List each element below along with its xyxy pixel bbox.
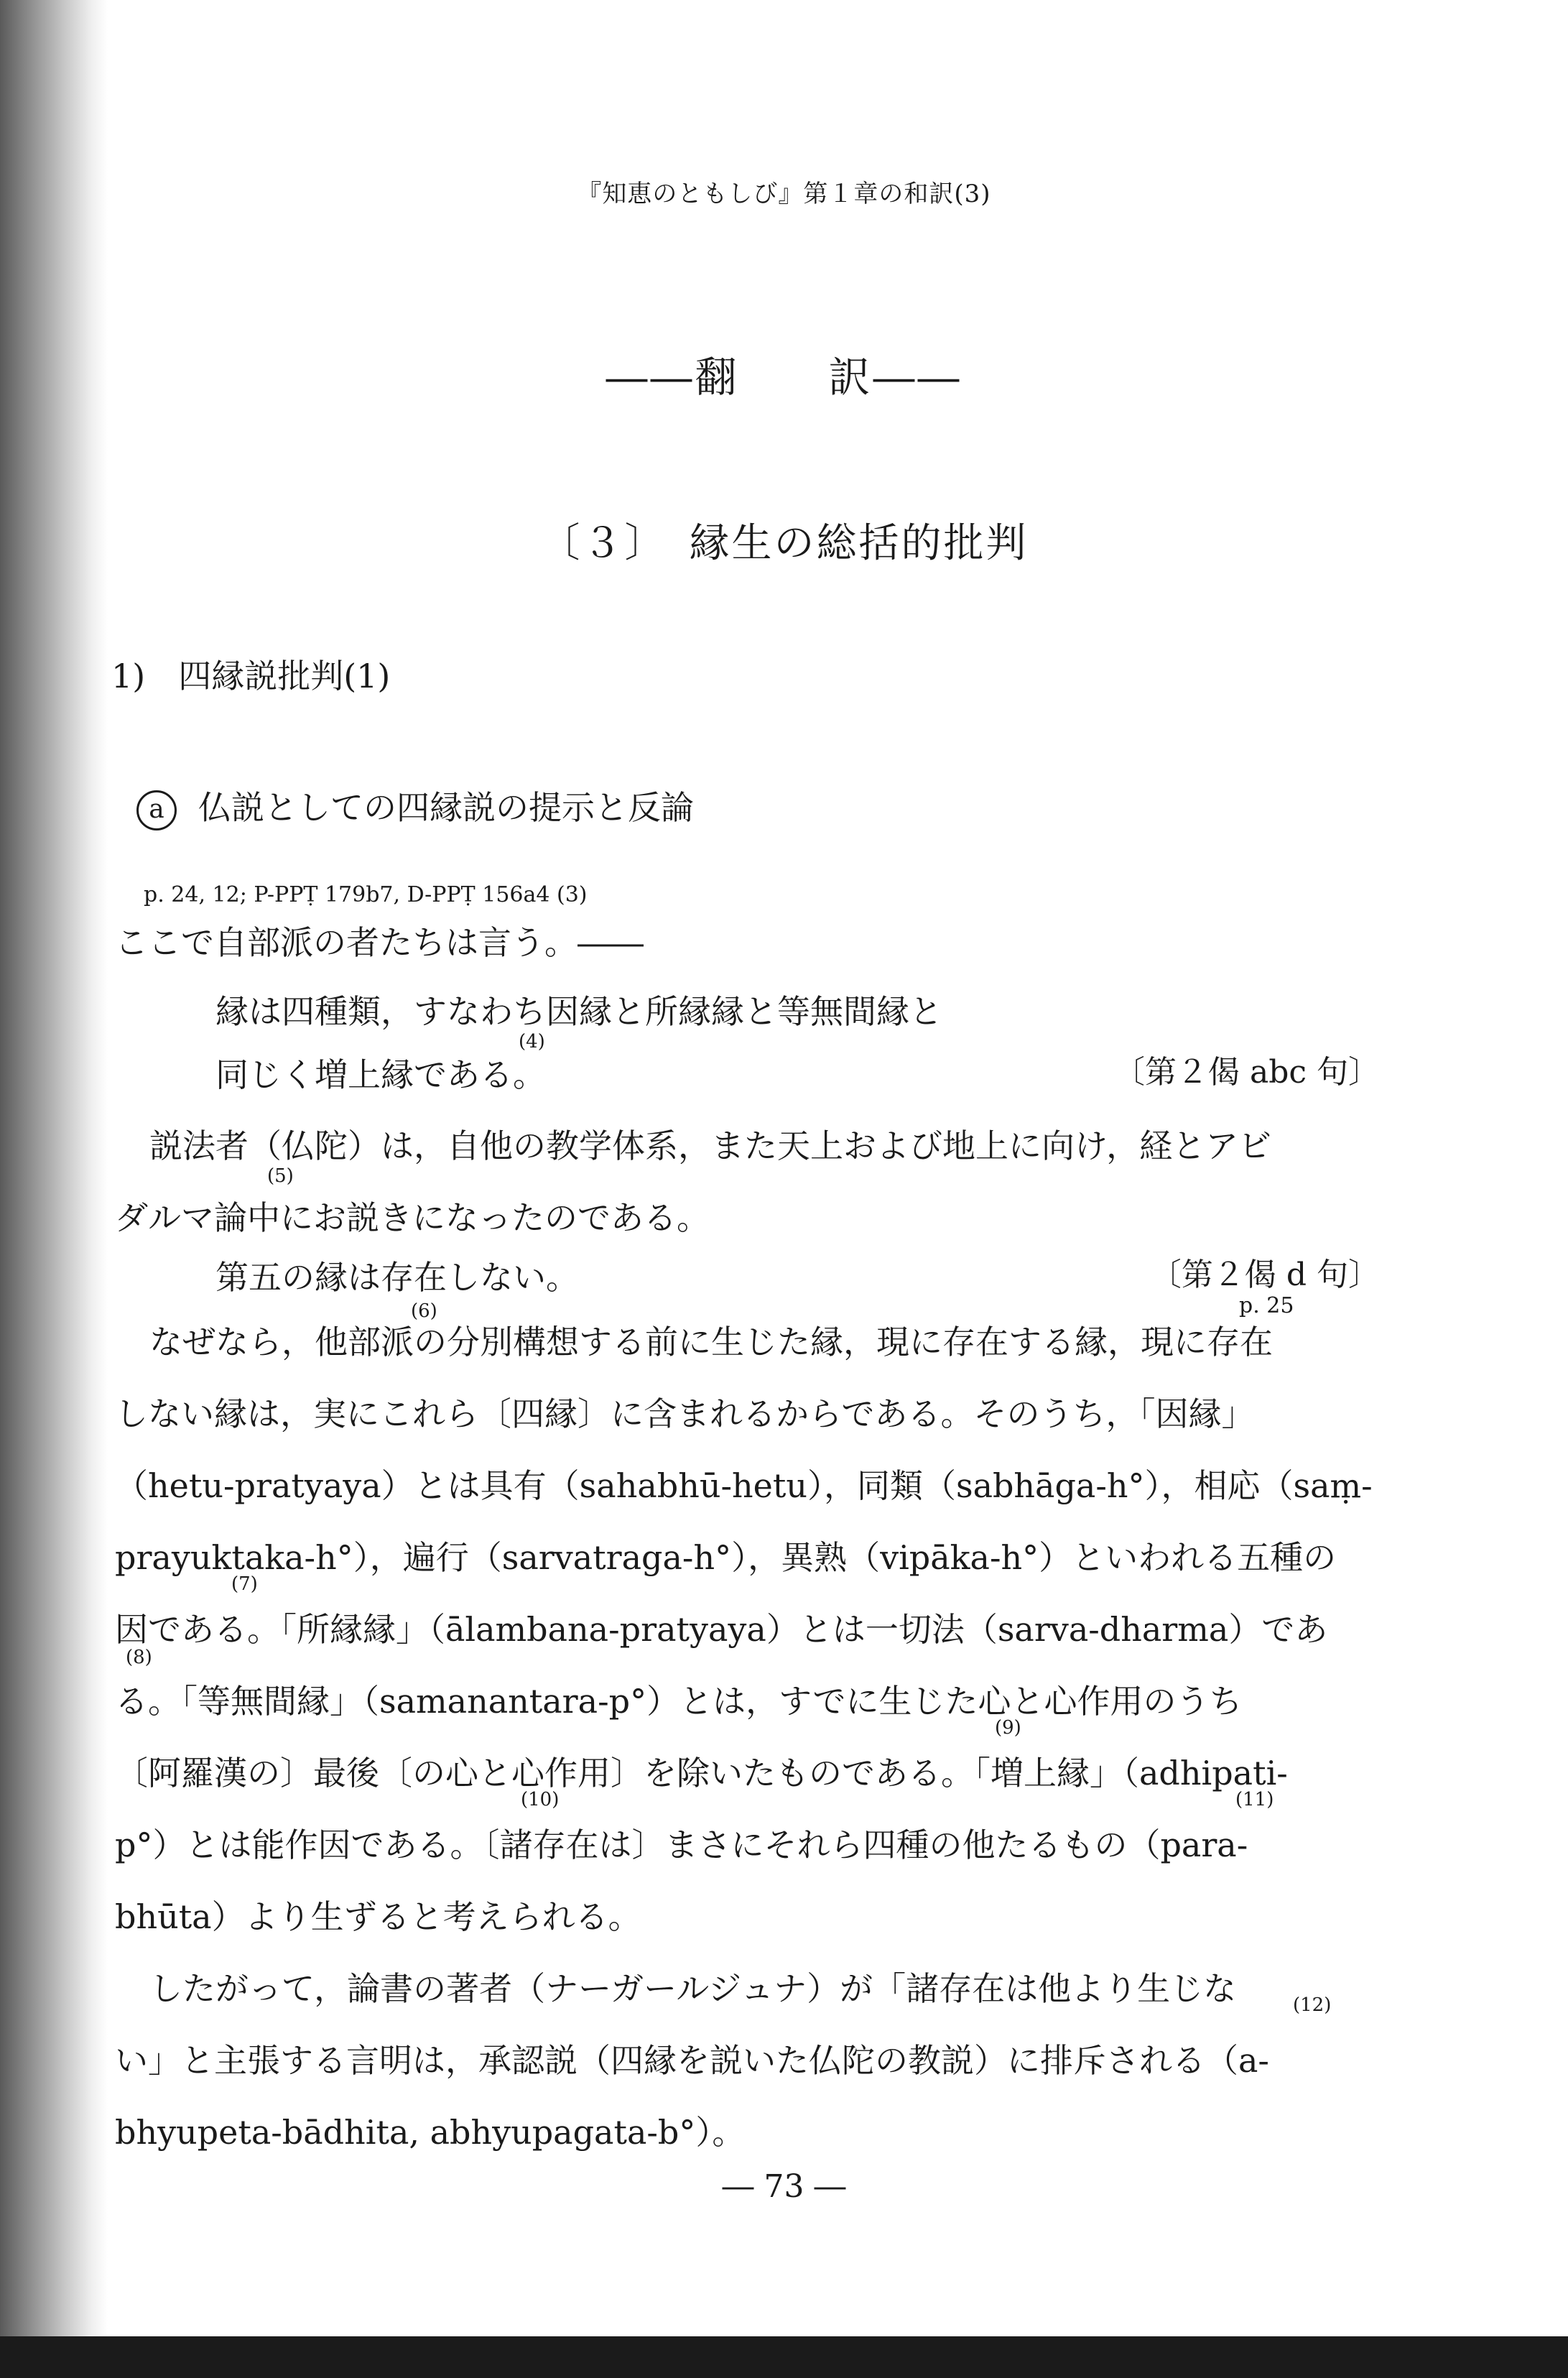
paragraph-2-line: （hetu-pratyaya）とは具有（sahabhū-hetu），同類（sabhāga-h°），相応（saṃ- [115, 1466, 1373, 1505]
note-marker-10: (10) [521, 1789, 560, 1810]
paragraph-2 [115, 1306, 1393, 1953]
subsection-heading: 1) 四縁説批判(1) [111, 657, 391, 695]
note-marker-7: (7) [231, 1573, 258, 1595]
note-marker-9: (9) [995, 1717, 1021, 1739]
verse-1-line-2: 同じく増上縁である。 [215, 1055, 546, 1094]
paragraph-2-line: p°）とは能作因である。〔諸存在は〕まさにそれら四種の他たるもの（para- [115, 1826, 1248, 1864]
note-marker-8: (8) [126, 1647, 152, 1668]
note-marker-5: (5) [267, 1165, 294, 1187]
sub-subsection-heading [136, 782, 694, 831]
paragraph-3-line: bhyupeta-bādhita, abhyupagata-b°）。 [115, 2113, 746, 2152]
paragraph-1-line: 説法者（仏陀）は，自他の教学体系，また天上および地上に向け，経とアビ [149, 1126, 1272, 1165]
paragraph-2-line: 因である。「所縁縁」（ālambana-pratyaya）とは一切法（sarva-dharma）であ [115, 1610, 1328, 1649]
paragraph-2-line: bhūta）より生ずると考えられる。 [115, 1897, 641, 1936]
paragraph-2-line: なぜなら，他部派の分別構想する前に生じた縁，現に存在する縁，現に存在 [149, 1323, 1273, 1361]
paragraph-1-line: ダルマ論中にお説きになったのである。 [115, 1198, 710, 1237]
paragraph-2-line: しない縁は，実にこれら〔四縁〕に含まれるからである。そのうち，「因縁」 [115, 1394, 1255, 1433]
verse-1-reference: 〔第２偈 abc 句〕 [1113, 1054, 1380, 1091]
circled-a-mark: a [136, 790, 177, 831]
note-marker-6: (6) [411, 1300, 437, 1322]
paragraph-2-line: る。「等無間縁」（samanantara-p°）とは，すでに生じた心と心作用のうち [115, 1682, 1243, 1721]
note-marker-4: (4) [519, 1031, 545, 1052]
intro-line: ここで自部派の者たちは言う。―― [115, 923, 644, 962]
paragraph-2-line: 〔阿羅漢の〕最後〔の心と心作用〕を除いたものである。「増上縁」（adhipati- [115, 1754, 1288, 1792]
section-heading: 〔３〕 縁生の総括的批判 [539, 520, 1029, 567]
paragraph-3 [115, 1953, 1393, 2168]
scan-bottom-band [0, 2336, 1568, 2378]
page-marker: p. 25 [1239, 1293, 1294, 1318]
paragraph-3-line: したがって，論書の著者（ナーガールジュナ）が「諸存在は他より生じな [149, 1969, 1237, 2008]
reference-line: p. 24, 12; P-PPṬ 179b7, D-PPṬ 156a4 (3) [144, 882, 588, 907]
page-number: ― 73 ― [722, 2168, 846, 2205]
verse-2-line-1: 第五の縁は存在しない。 [215, 1258, 579, 1297]
running-head: 『知恵のともしび』第１章の和訳(3) [577, 180, 991, 208]
paragraph-3-line: い」と主張する言明は，承認説（四縁を説いた仏陀の教説）に排斥される（a- [115, 2041, 1269, 2080]
intro-block [115, 907, 1393, 979]
paragraph-2-line: prayuktaka-h°），遍行（sarvatraga-h°），異熟（vipāka-h°）といわれる五種の [115, 1538, 1337, 1577]
note-marker-11: (11) [1235, 1789, 1274, 1810]
note-marker-12: (12) [1293, 1994, 1332, 2016]
sub-subsection-title: 仏説としての四縁説の提示と反論 [198, 788, 694, 827]
verse-1-line-1: 縁は四種類，すなわち因縁と所縁縁と等無間縁と [215, 992, 942, 1031]
verse-2-reference: 〔第２偈 d 句〕 [1149, 1257, 1380, 1293]
translation-heading: ――翻 訳―― [606, 353, 962, 402]
paragraph-1 [115, 1110, 1393, 1254]
